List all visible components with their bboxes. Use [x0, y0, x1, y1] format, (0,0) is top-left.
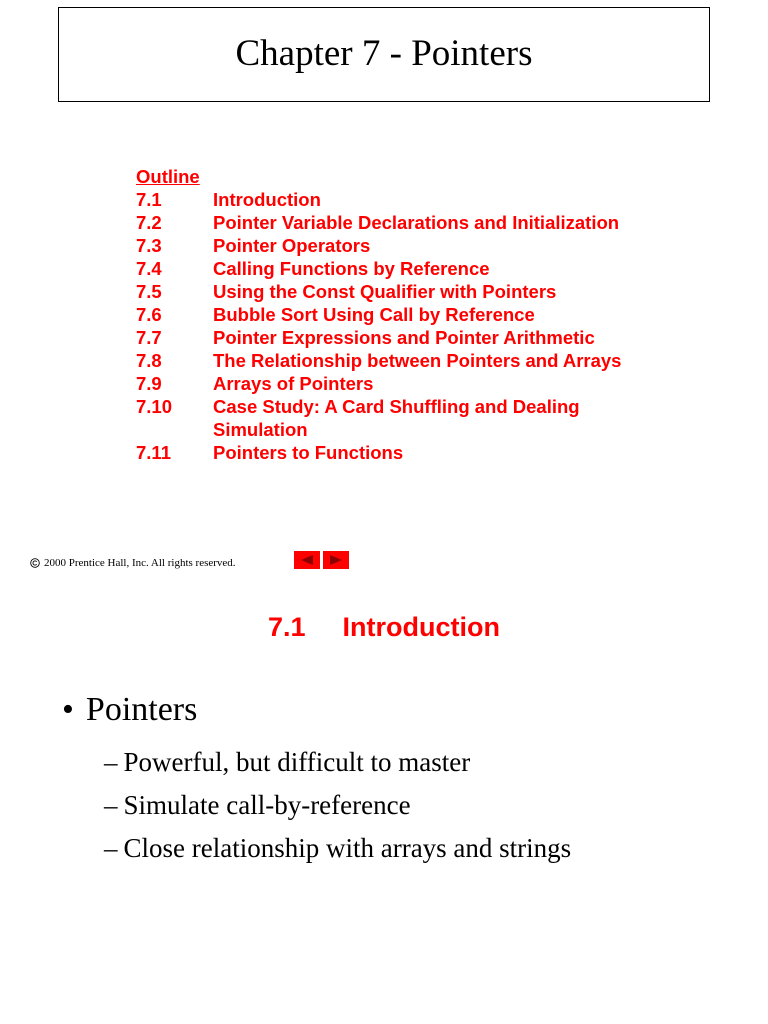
outline-item-title: Bubble Sort Using Call by Reference	[213, 304, 535, 325]
outline-item-number: 7.3	[136, 235, 162, 256]
outline-item-title: Pointer Operators	[213, 235, 371, 256]
outline-item-number: 7.5	[136, 281, 162, 302]
sub-bullet-text: Powerful, but difficult to master	[123, 747, 471, 777]
outline-item-title: Calling Functions by Reference	[213, 258, 490, 279]
sub-bullet-marker: –	[104, 790, 118, 820]
outline-item-number: 7.2	[136, 212, 162, 233]
outline-item-number: 7.8	[136, 350, 162, 371]
outline-item-title: Case Study: A Card Shuffling and Dealing Simulation	[213, 396, 580, 440]
next-slide-button[interactable]	[323, 551, 349, 569]
sub-bullet	[104, 741, 571, 784]
outline-item	[136, 234, 653, 257]
slide-title-box	[58, 7, 710, 102]
outline-item	[136, 395, 653, 441]
copyright-text: 2000 Prentice Hall, Inc. All rights reserved.	[44, 557, 236, 569]
outline	[136, 165, 653, 464]
previous-slide-button[interactable]	[294, 551, 320, 569]
sub-bullet-list	[104, 741, 571, 870]
section-title: Introduction	[342, 612, 500, 642]
outline-item	[136, 326, 653, 349]
bullet-marker: •	[62, 691, 74, 728]
outline-heading: Outline	[136, 166, 200, 187]
outline-item-number: 7.1	[136, 189, 162, 210]
outline-item-title: The Relationship between Pointers and Arrays	[213, 350, 622, 371]
sub-bullet-text: Simulate call-by-reference	[123, 790, 411, 820]
copyright-footer	[30, 557, 236, 569]
outline-item-number: 7.9	[136, 373, 162, 394]
outline-item-number: 7.6	[136, 304, 162, 325]
sub-bullet	[104, 784, 571, 827]
outline-item-number: 7.11	[136, 442, 171, 463]
sub-bullet	[104, 827, 571, 870]
outline-item	[136, 188, 653, 211]
slide-navigation	[294, 551, 349, 569]
outline-item-number: 7.7	[136, 327, 162, 348]
outline-item-title: Using the Const Qualifier with Pointers	[213, 281, 557, 302]
outline-item	[136, 349, 653, 372]
main-bullet-text: Pointers	[85, 691, 198, 728]
main-bullet	[62, 691, 197, 729]
outline-item	[136, 372, 653, 395]
triangle-left-icon	[300, 554, 314, 566]
outline-item-title: Introduction	[213, 189, 321, 210]
section-heading	[0, 612, 768, 643]
copyright-icon	[30, 558, 40, 568]
outline-item-number: 7.4	[136, 258, 162, 279]
sub-bullet-marker: –	[104, 833, 118, 863]
slide-title: Chapter 7 - Pointers	[235, 33, 533, 74]
triangle-right-icon	[329, 554, 343, 566]
outline-item	[136, 303, 653, 326]
outline-item-title: Pointer Variable Declarations and Initialization	[213, 212, 620, 233]
outline-item-number: 7.10	[136, 396, 173, 417]
outline-item-title: Arrays of Pointers	[213, 373, 374, 394]
outline-item	[136, 441, 653, 464]
sub-bullet-text: Close relationship with arrays and strings	[123, 833, 572, 863]
outline-item	[136, 211, 653, 234]
sub-bullet-marker: –	[104, 747, 118, 777]
section-number: 7.1	[267, 612, 306, 642]
outline-item	[136, 280, 653, 303]
outline-item-title: Pointer Expressions and Pointer Arithmetic	[213, 327, 595, 348]
outline-item-title: Pointers to Functions	[213, 442, 404, 463]
outline-item	[136, 257, 653, 280]
